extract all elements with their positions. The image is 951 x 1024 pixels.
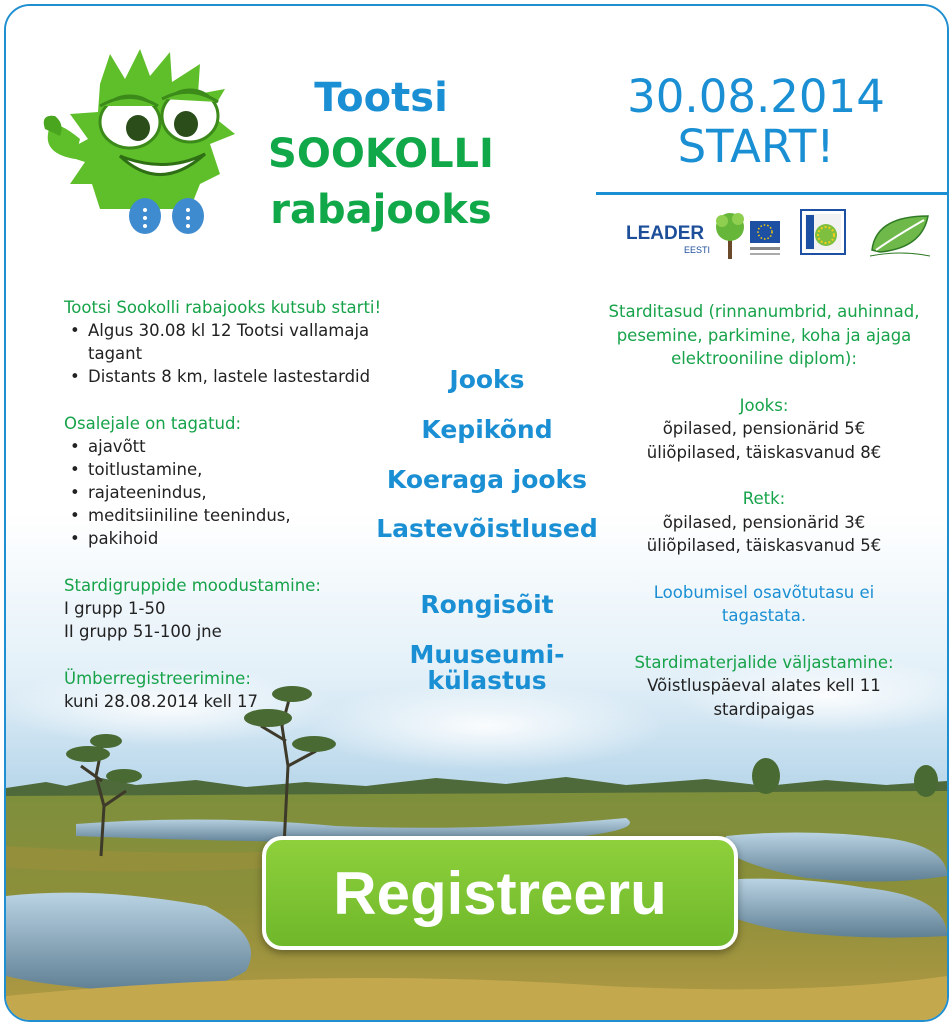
groups-heading: Stardigruppide moodustamine: <box>64 576 321 595</box>
hike-fees-heading: Retk: <box>742 489 786 508</box>
start-label: START! <box>677 120 835 173</box>
intro-list <box>64 319 394 388</box>
reregistration-text: kuni 28.08.2014 kell 17 <box>64 692 259 711</box>
group-line: II grupp 51-100 jne <box>64 622 222 641</box>
fee-line: üliõpilased, täiskasvanud 8€ <box>646 442 882 462</box>
list-item: • rajateenindus, <box>64 481 394 504</box>
materials-heading: Stardimaterjalide väljastamine: <box>634 652 894 672</box>
leader-logo-text: LEADER <box>626 223 705 244</box>
info-left-column <box>64 296 394 713</box>
poster <box>4 4 949 1022</box>
list-item: • pakihoid <box>64 527 394 550</box>
activity-kids-races: Lastevõistlused <box>376 514 598 543</box>
activity-museum-line2: külastus <box>427 666 547 695</box>
fee-line: üliõpilased, täiskasvanud 5€ <box>646 536 882 555</box>
run-fees-heading: Jooks: <box>739 395 789 415</box>
register-button[interactable]: Registreeru <box>262 836 738 950</box>
activity-train-ride: Rongisõit <box>420 590 554 619</box>
leader-square-logo <box>800 209 846 255</box>
start-info <box>596 72 916 172</box>
guaranteed-list <box>64 435 394 550</box>
fee-line: õpilased, pensionärid 3€ <box>662 512 866 532</box>
materials-text: Võistluspäeval alates kell 11 stardipaigas <box>647 676 881 719</box>
intro-heading: Tootsi Sookolli rabajooks kutsub starti! <box>64 298 382 317</box>
list-item: • Distants 8 km, lastele lastestardid <box>64 365 394 388</box>
list-item: • ajavõtt <box>64 435 394 458</box>
divider <box>596 192 947 195</box>
event-title-line1: Tootsi <box>314 75 448 121</box>
leader-eesti-logo <box>624 209 789 261</box>
activity-dog-run: Koeraga jooks <box>386 465 588 494</box>
activity-run: Jooks <box>449 365 525 394</box>
start-date: 30.08.2014 <box>627 70 885 123</box>
guaranteed-heading: Osalejale on tagatud: <box>64 414 242 433</box>
fees-heading: Starditasud (rinnanumbrid, auhinnad, pesemine, parkimine, koha ja ajaga elektrooniline diplom): <box>608 302 920 368</box>
fee-line: õpilased, pensionärid 5€ <box>662 419 866 438</box>
event-title-line3: rabajooks <box>270 187 492 233</box>
list-item: • Algus 30.08 kl 12 Tootsi vallamaja tagant <box>64 319 394 365</box>
event-title <box>216 70 546 238</box>
list-item: • meditsiiniline teenindus, <box>64 504 394 527</box>
activity-museum-line1: Muuseumi- <box>409 640 565 669</box>
group-line: I grupp 1-50 <box>64 599 166 618</box>
refund-note: Loobumisel osavõtutasu ei tagastata. <box>653 582 875 625</box>
info-right-column <box>606 300 922 721</box>
event-title-line2: SOOKOLLI <box>268 131 494 177</box>
activity-nordic-walking: Kepikõnd <box>421 415 553 444</box>
leaf-logo <box>866 210 934 260</box>
leader-logo-subtext: EESTI <box>684 245 711 255</box>
list-item: • toitlustamine, <box>64 458 394 481</box>
reregistration-heading: Ümberregistreerimine: <box>64 669 251 688</box>
